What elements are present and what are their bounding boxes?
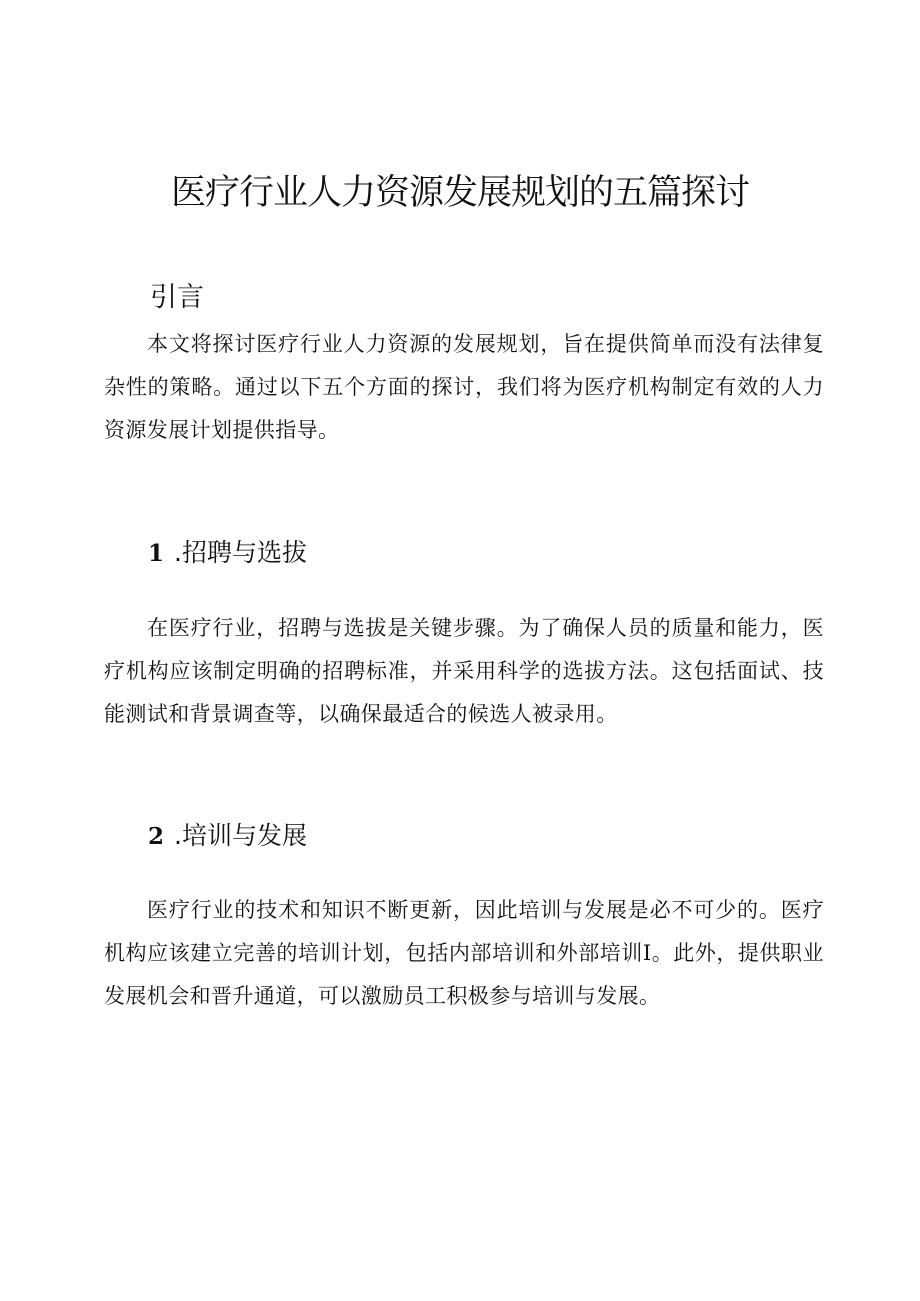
section-1-number: 1: [148, 540, 165, 567]
section-1-title: .招聘与选拔: [174, 538, 307, 567]
document-title: 医疗行业人力资源发展规划的五篇探讨: [170, 173, 749, 213]
intro-heading: 引言: [150, 282, 204, 313]
intro-paragraph: 本文将探讨医疗行业人力资源的发展规划，旨在提供简单而没有法律复杂性的策略。通过以下五个方面的探讨，我们将为医疗机构制定有效的人力资源发展计划提供指导。: [104, 332, 824, 442]
section-1-paragraph: 在医疗行业，招聘与选拔是关键步骤。为了确保人员的质量和能力，医疗机构应该制定明确的招聘标准，并采用科学的选拔方法。这包括面试、技能测试和背景调查等，以确保最适合的候选人被录用。: [104, 616, 824, 726]
section-2-number: 2: [148, 823, 165, 850]
section-2-heading: [148, 818, 307, 855]
section-2-paragraph: 医疗行业的技术和知识不断更新，因此培训与发展是必不可少的。医疗机构应该建立完善的培训计划，包括内部培训和外部培训I。此外，提供职业发展机会和晋升通道，可以激励员工积极参与培训与发展。: [104, 898, 824, 1008]
section-2-title: .培训与发展: [174, 821, 307, 850]
section-1-heading: [148, 535, 307, 572]
